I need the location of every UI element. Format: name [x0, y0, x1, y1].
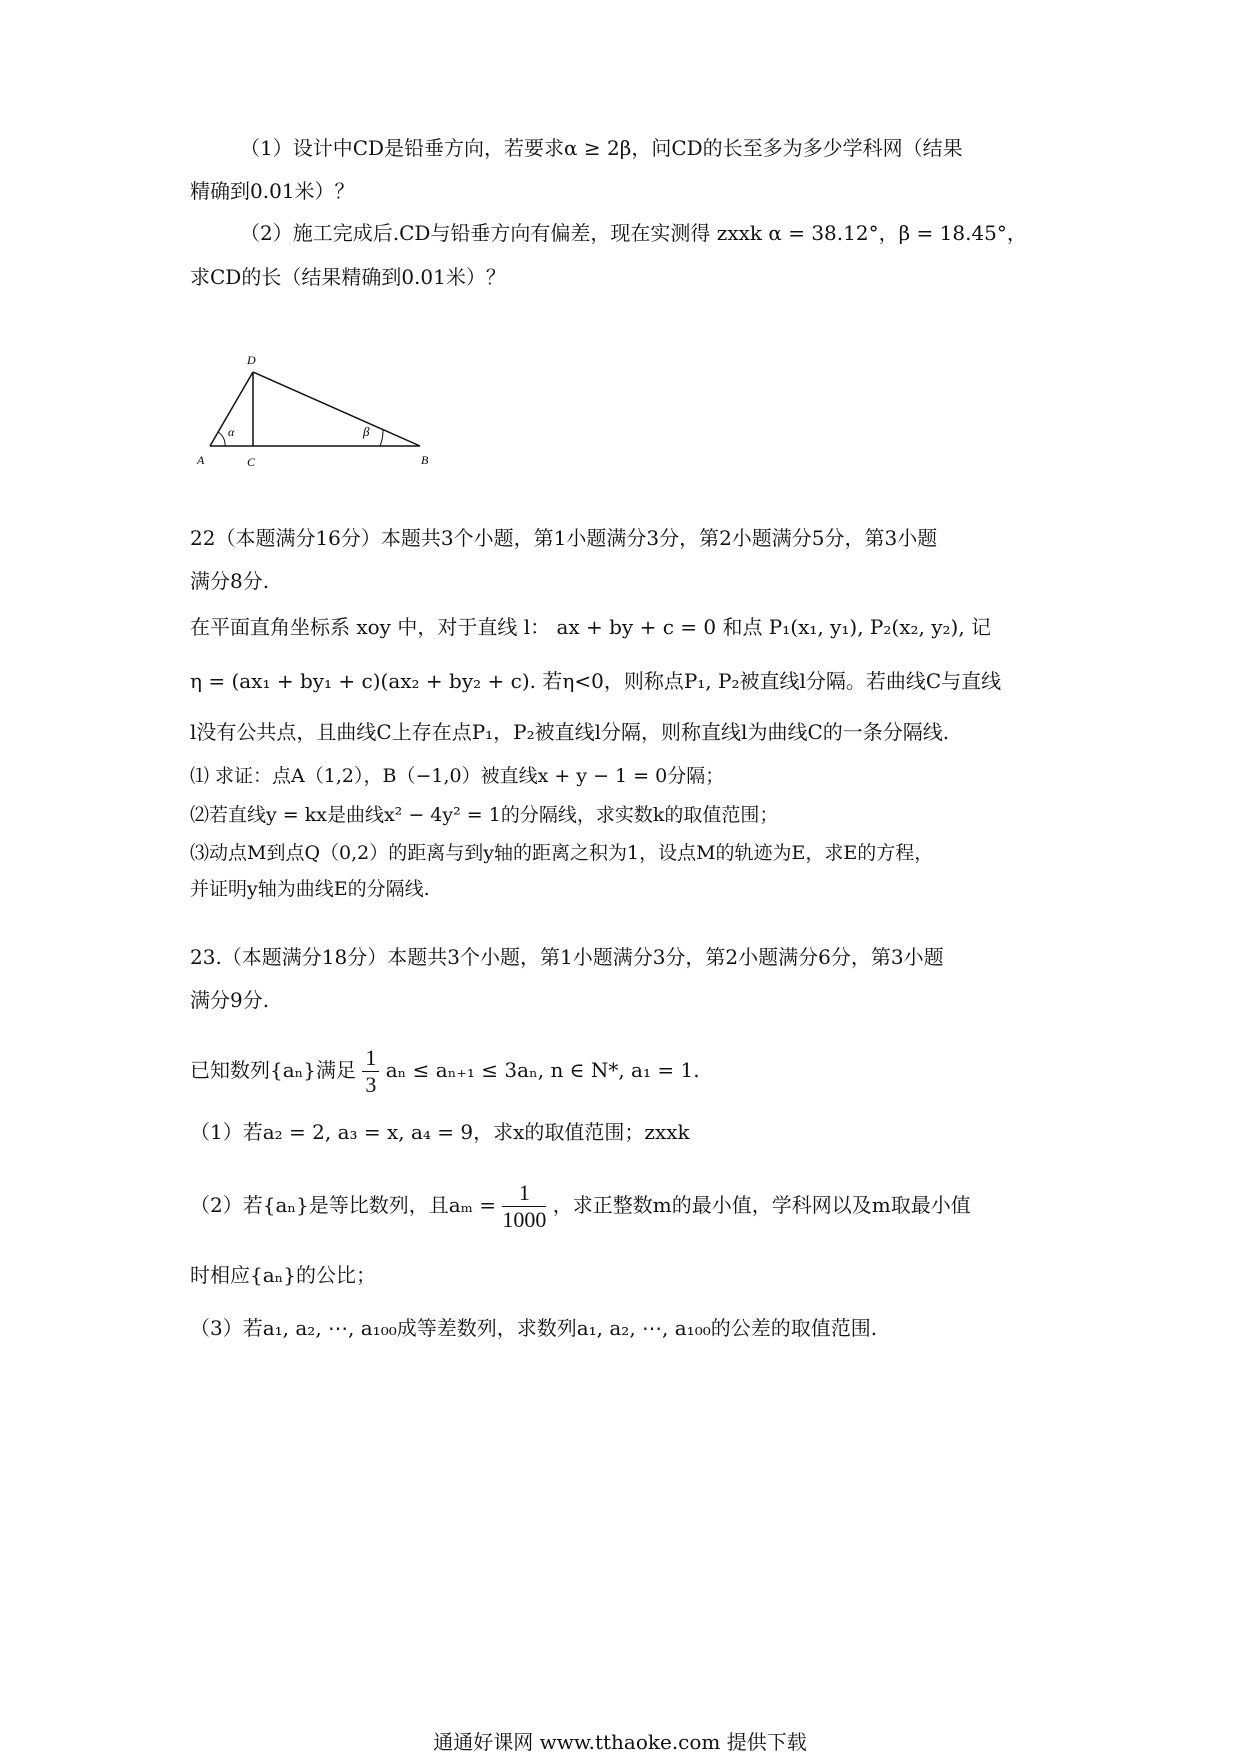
q23-sub1: （1）若a₂ = 2, a₃ = x, a₄ = 9，求x的取值范围；zxxk	[190, 1120, 690, 1144]
q22-sub3-cont: 并证明y轴为曲线E的分隔线.	[190, 878, 430, 900]
label-d: D	[247, 353, 256, 367]
q23-sub2-pre: （2）若{aₙ}是等比数列，且aₘ =	[190, 1193, 497, 1217]
q23-given-frac-num: 1	[362, 1045, 379, 1072]
q23-given-post: aₙ ≤ aₙ₊₁ ≤ 3aₙ, n ∈ N*, a₁ = 1.	[385, 1058, 700, 1082]
q22-sub1: ⑴ 求证：点A（1,2），B（−1,0）被直线x + y − 1 = 0分隔；	[190, 765, 725, 787]
q23-sub3: （3）若a₁, a₂, ⋯, a₁₀₀成等差数列，求数列a₁, a₂, ⋯, a₁₀₀的公差的取值范围.	[190, 1316, 878, 1340]
q23-sub2-frac-den: 1000	[502, 1207, 547, 1232]
q22-header: 22（本题满分16分）本题共3个小题，第1小题满分3分，第2小题满分5分，第3小题	[190, 526, 938, 550]
q23-sub2-frac-num: 1	[502, 1180, 546, 1207]
q22-definition-1: 在平面直角坐标系 xoy 中，对于直线 l： ax + by + c = 0 和点 P₁(x₁, y₁), P₂(x₂, y₂), 记	[190, 615, 992, 639]
q22-sub2: ⑵若直线y = kx是曲线x² − 4y² = 1的分隔线，求实数k的取值范围；	[190, 804, 779, 826]
triangle-figure	[195, 350, 435, 475]
q22-definition-3: l没有公共点，且曲线C上存在点P₁，P₂被直线l分隔，则称直线l为曲线C的一条分隔线.	[190, 720, 950, 744]
label-beta: β	[363, 424, 370, 439]
q21-part2-cont: 求CD的长（结果精确到0.01米）？	[190, 265, 506, 289]
q22-header-cont: 满分8分.	[190, 569, 270, 593]
page-footer: 通通好课网 www.tthaoke.com 提供下载	[433, 1730, 807, 1754]
label-c: C	[247, 455, 256, 469]
label-a: A	[197, 453, 205, 467]
q23-given	[190, 1045, 700, 1098]
q21-part1-cont: 精确到0.01米）？	[190, 179, 355, 203]
label-b: B	[421, 453, 429, 467]
q23-sub2-cont: 时相应{aₙ}的公比；	[190, 1263, 377, 1287]
beta-arc	[380, 430, 383, 446]
q23-given-pre: 已知数列{aₙ}满足	[190, 1058, 357, 1082]
q22-definition-2: η = (ax₁ + by₁ + c)(ax₂ + by₂ + c). 若η<0，则称点P₁, P₂被直线l分隔。若曲线C与直线	[190, 669, 1002, 693]
q23-sub2-fraction	[502, 1180, 546, 1233]
q21-part1: （1）设计中CD是铅垂方向，若要求α ≥ 2β，问CD的长至多为多少学科网（结果	[240, 136, 963, 160]
q23-header-cont: 满分9分.	[190, 988, 270, 1012]
segment-db	[253, 372, 420, 446]
q23-header: 23.（本题满分18分）本题共3个小题，第1小题满分3分，第2小题满分6分，第3小题	[190, 945, 944, 969]
q23-given-fraction	[362, 1045, 379, 1098]
q23-given-frac-den: 3	[365, 1072, 377, 1097]
label-alpha: α	[228, 425, 235, 439]
q22-sub3: ⑶动点M到点Q（0,2）的距离与到y轴的距离之积为1，设点M的轨迹为E，求E的方程，	[190, 842, 934, 864]
q21-part2: （2）施工完成后.CD与铅垂方向有偏差，现在实测得 zxxk α = 38.12°，β = 18.45°，	[240, 221, 1027, 245]
q23-sub2-post: ，求正整数m的最小值，学科网以及m取最小值	[552, 1193, 971, 1217]
q23-sub2	[190, 1180, 971, 1233]
alpha-arc	[218, 432, 225, 446]
